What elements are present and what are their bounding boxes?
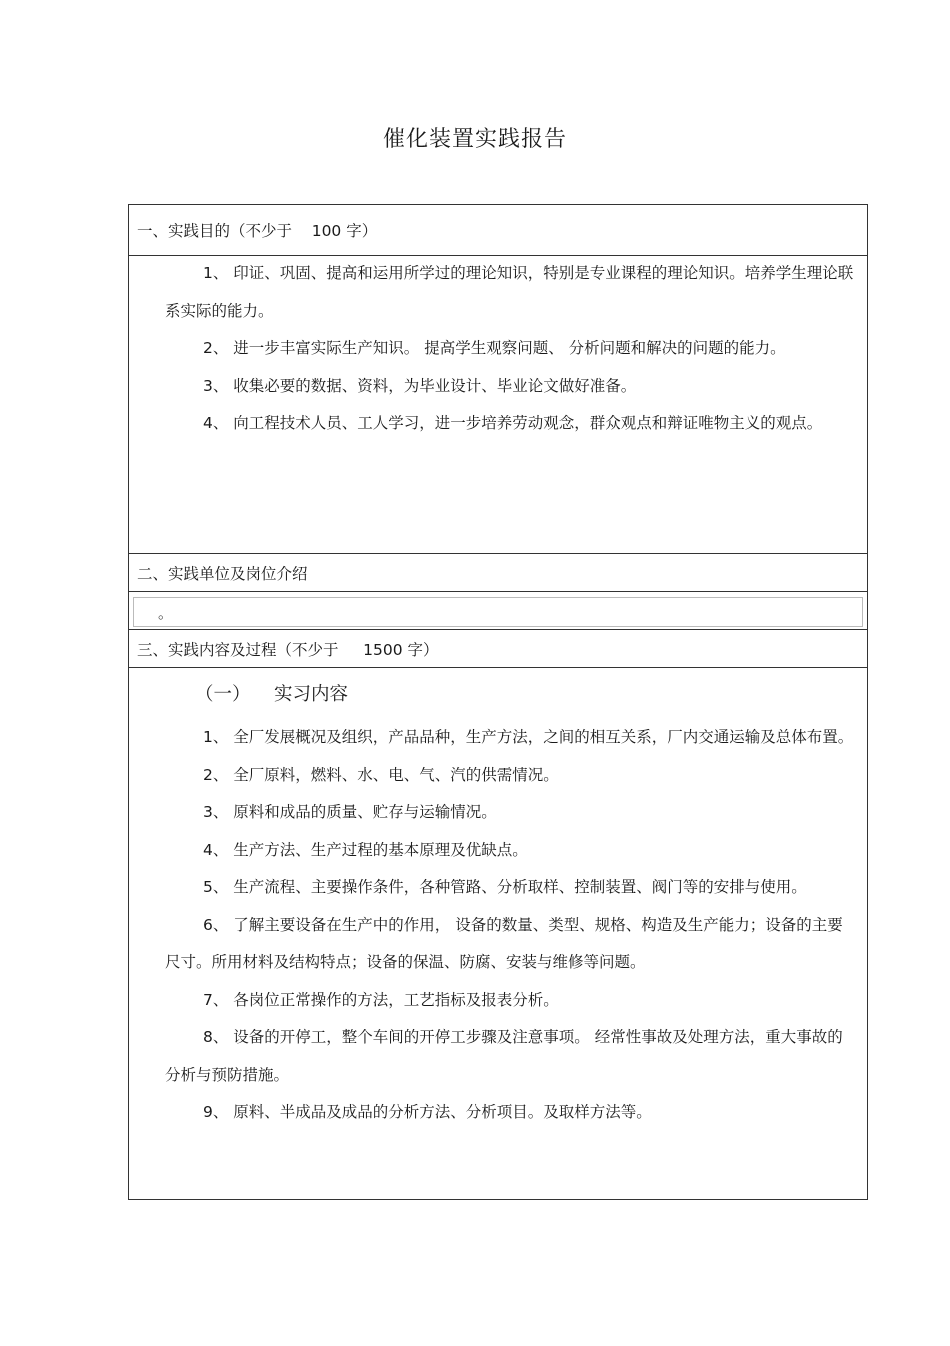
section3-body	[165, 719, 855, 1132]
divider	[129, 667, 867, 668]
divider	[129, 591, 867, 592]
section1-header: 一、实践目的（不少于 100 字）	[137, 222, 378, 240]
section2-content: 。	[158, 604, 174, 622]
list-item: 1、 全厂发展概况及组织，产品品种，生产方法，之间的相互关系，厂内交通运输及总体布置。	[203, 728, 854, 746]
list-item: 1、 印证、巩固、提高和运用所学过的理论知识，特别是专业课程的理论知识。培养学生理论联系实际的能力。	[165, 264, 854, 320]
list-item: 3、 收集必要的数据、资料，为毕业设计、毕业论文做好准备。	[203, 376, 637, 395]
report-table	[128, 204, 868, 1200]
section3-header: 三、实践内容及过程（不少于 1500 字）	[137, 641, 439, 659]
divider	[129, 553, 867, 554]
list-item: 8、 设备的开停工，整个车间的开停工步骤及注意事项。 经常性事故及处理方法，重大事故的分析与预防措施。	[165, 1028, 843, 1084]
list-item: 6、 了解主要设备在生产中的作用， 设备的数量、类型、规格、构造及生产能力；设备的主要尺寸。所用材料及结构特点；设备的保温、防腐、安装与维修等问题。	[165, 915, 843, 971]
list-item: 9、 原料、半成品及成品的分析方法、分析项目。及取样方法等。	[203, 1103, 652, 1121]
section3-subheading: （一） 实习内容	[195, 684, 349, 705]
divider	[129, 629, 867, 630]
document-title: 催化装置实践报告	[382, 127, 567, 152]
section1-body	[165, 255, 855, 443]
list-item: 2、 全厂原料，燃料、水、电、气、汽的供需情况。	[203, 765, 559, 784]
list-item: 4、 向工程技术人员、工人学习，进一步培养劳动观念，群众观点和辩证唯物主义的观点。	[203, 414, 823, 432]
section2-header: 二、实践单位及岗位介绍	[137, 565, 308, 583]
list-item: 4、 生产方法、生产过程的基本原理及优缺点。	[203, 840, 528, 859]
list-item: 5、 生产流程、主要操作条件，各种管路、分析取样、控制装置、阀门等的安排与使用。	[203, 878, 807, 896]
section2-content-box	[133, 597, 863, 627]
list-item: 7、 各岗位正常操作的方法，工艺指标及报表分析。	[203, 990, 559, 1009]
list-item: 2、 进一步丰富实际生产知识。 提高学生观察问题、 分析问题和解决的问题的能力。	[203, 339, 786, 357]
list-item: 3、 原料和成品的质量、贮存与运输情况。	[203, 803, 497, 821]
